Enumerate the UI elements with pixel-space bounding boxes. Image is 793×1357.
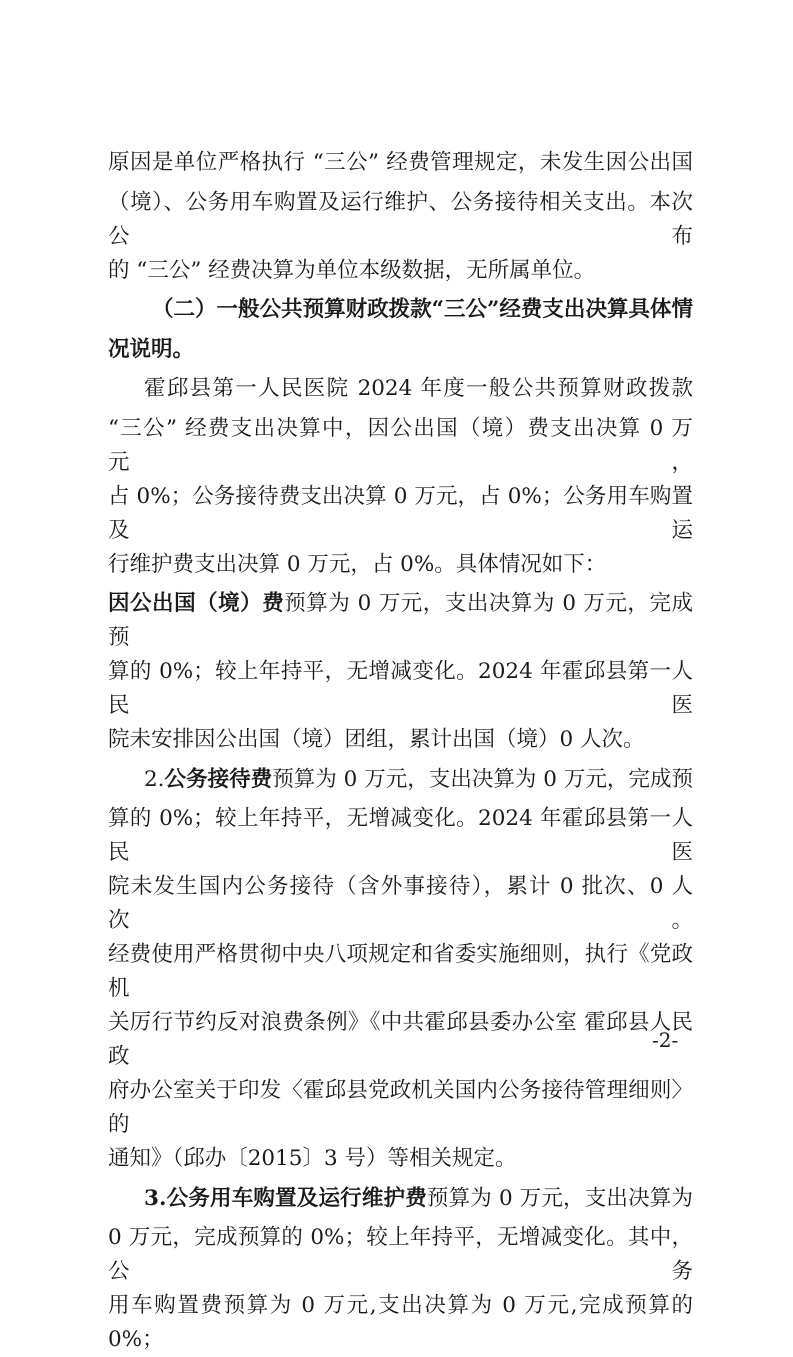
text-segment: 0 万元，完成预算的 0%；较上年持平，无增减变化。其中，公务 — [108, 1225, 693, 1284]
text-line — [108, 480, 693, 548]
text-segment: 经费使用严格贯彻中央八项规定和省委实施细则，执行《党政机 — [108, 942, 693, 1001]
page-number: -2- — [652, 1028, 679, 1052]
text-segment: 院未发生国内公务接待（含外事接待），累计 0 批次、0 人次。 — [108, 874, 693, 933]
text-line — [108, 723, 693, 763]
document-body — [108, 146, 693, 1357]
text-line — [108, 146, 693, 186]
text-segment: 预算为 0 万元，支出决算为 0 万元，完成预 — [108, 591, 693, 650]
text-segment: 占 0%；公务接待费支出决算 0 万元，占 0%；公务用车购置及运 — [108, 483, 693, 543]
text-segment: 算的 0%；较上年持平，无增减变化。2024 年霍邱县第一人民医 — [108, 806, 693, 865]
text-line — [108, 254, 693, 294]
text-line — [108, 548, 693, 588]
text-segment: （境）、公务用车购置及运行维护、公务接待相关支出。本次公布 — [108, 189, 693, 249]
text-segment: 原因是单位严格执行 “三公” 经费管理规定，未发生因公出国 — [108, 150, 693, 175]
text-line — [108, 1006, 693, 1074]
text-segment: 的 “三公” 经费决算为单位本级数据，无所属单位。 — [108, 257, 596, 283]
bold-text: 因公出国（境）费 — [108, 591, 285, 616]
text-line — [108, 870, 693, 938]
text-segment: 霍邱县第一人民医院 2024 年度一般公共预算财政拨款 — [144, 376, 693, 401]
text-segment: 算的 0%；较上年持平，无增减变化。2024 年霍邱县第一人民医 — [108, 659, 693, 718]
text-segment: 通知》（邱办〔2015〕3 号）等相关规定。 — [108, 1146, 517, 1171]
text-line — [108, 1182, 693, 1222]
text-segment: 2. — [144, 766, 165, 792]
text-line — [108, 655, 693, 723]
bold-text: 3.公务用车购置及运行维护费 — [144, 1185, 427, 1211]
bold-text: 况说明。 — [108, 336, 195, 362]
text-line — [108, 802, 693, 870]
text-line — [108, 412, 693, 480]
text-line — [108, 333, 693, 373]
text-line — [108, 186, 693, 254]
text-segment: “三公” 经费支出决算中，因公出国（境）费支出决算 0 万元， — [108, 415, 693, 475]
text-line — [108, 372, 693, 412]
text-segment: 用车购置费预算为 0 万元,支出决算为 0 万元,完成预算的 0%； — [108, 1293, 693, 1352]
text-segment: 预算为 0 万元，支出决算为 — [426, 1185, 693, 1211]
text-line — [108, 587, 693, 655]
text-line — [108, 763, 693, 803]
text-segment: 预算为 0 万元，支出决算为 0 万元，完成预 — [272, 766, 693, 792]
text-line — [108, 1074, 693, 1142]
text-line — [108, 1142, 693, 1182]
bold-text: 公务接待费 — [164, 766, 273, 792]
text-segment: 关厉行节约反对浪费条例》《中共霍邱县委办公室 霍邱县人民政 — [108, 1010, 693, 1069]
text-line — [108, 1289, 693, 1357]
text-line — [108, 938, 693, 1006]
text-segment: 府办公室关于印发〈霍邱县党政机关国内公务接待管理细则〉的 — [108, 1078, 693, 1137]
text-segment: 院未安排因公出国（境）团组，累计出国（境）0 人次。 — [108, 727, 645, 752]
text-line — [108, 293, 693, 333]
bold-text: （二）一般公共预算财政拨款“三公”经费支出决算具体情 — [152, 297, 693, 322]
text-segment: 行维护费支出决算 0 万元，占 0%。具体情况如下： — [108, 551, 607, 577]
text-line — [108, 1221, 693, 1289]
